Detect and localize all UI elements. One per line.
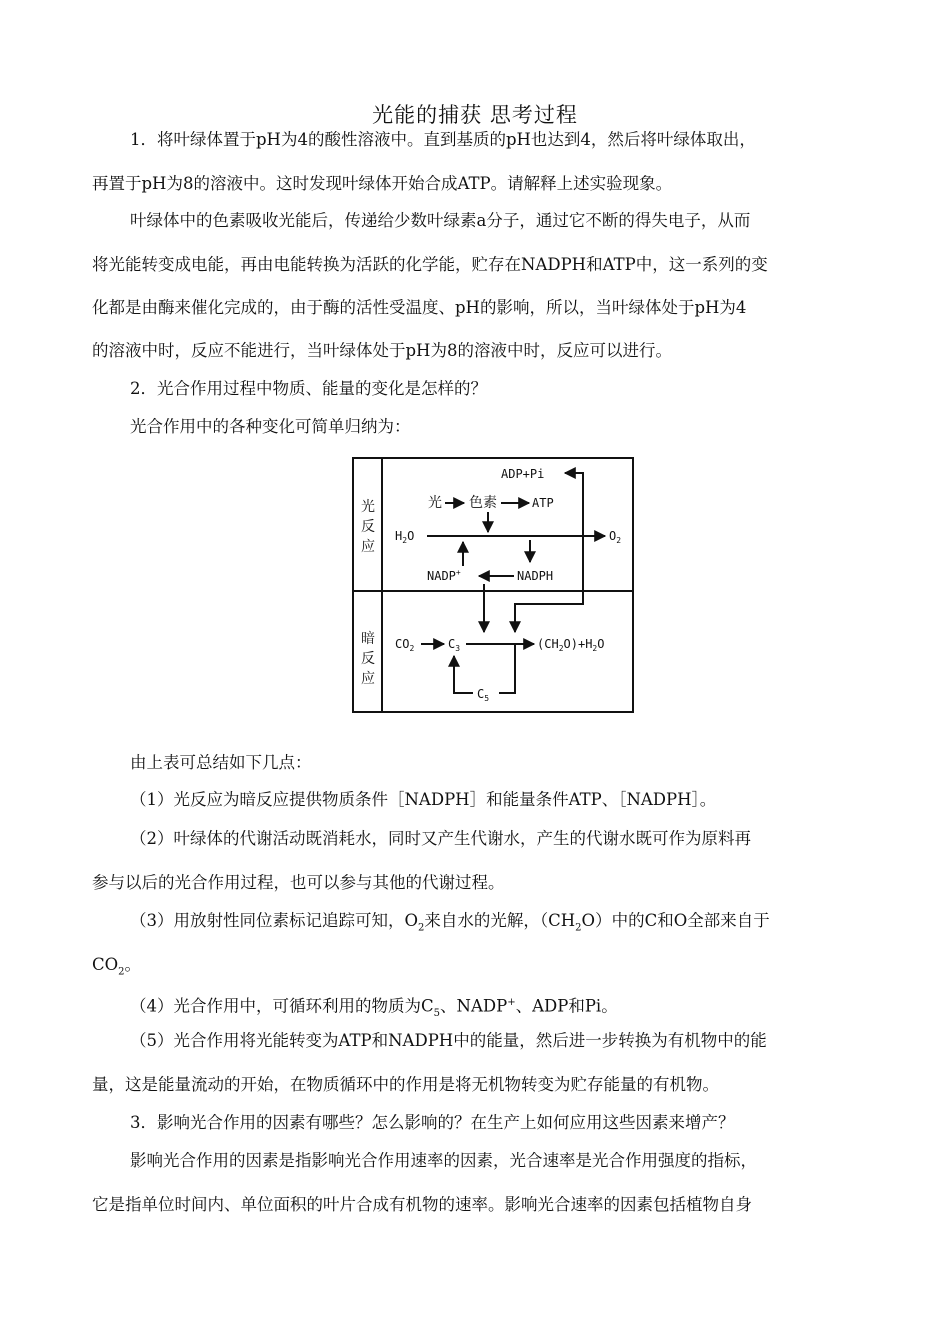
light-label: 光 [428,495,442,511]
answer-3-line-2: 它是指单位时间内、单位面积的叶片合成有机物的速率。影响光合速率的因素包括植物自身 [92,1195,752,1214]
light-reaction-label-1: 光 [361,499,375,515]
c3-label: $C_3$ [448,637,461,653]
dark-reaction-label-3: 应 [361,671,375,687]
c5-to-c3-arrow [454,656,473,693]
light-reaction-label-3: 应 [361,539,375,555]
point-5-line-2: 量，这是能量流动的开始，在物质循环中的作用是将无机物转变为贮存能量的有机物。 [92,1075,719,1094]
question-1-line-1: 1．将叶绿体置于pH为4的酸性溶液中。直到基质的pH也达到4，然后将叶绿体取出， [130,130,756,149]
answer-1-line-2: 将光能转变成电能，再由电能转换为活跃的化学能，贮存在NADPH和ATP中，这一系列的变 [92,255,768,274]
point-3-line-2: $CO_2$。 [92,955,142,978]
answer-1-line-1: 叶绿体中的色素吸收光能后，传递给少数叶绿素a分子，通过它不断的得失电子，从而 [130,211,751,230]
question-2: 2．光合作用过程中物质、能量的变化是怎样的？ [130,379,487,398]
nadph-label: NADPH [517,569,554,583]
question-1-line-2: 再置于pH为8的溶液中。这时发现叶绿体开始合成ATP。请解释上述实验现象。 [92,174,673,193]
light-reaction-label-2: 反 [361,519,375,535]
point-3-line-1: （3）用放射性同位素标记追踪可知，$O_2$来自水的光解，$(CH_2O)$中的C和O全部来自于 [130,911,770,934]
atp-label: ATP [532,496,554,510]
o2-label: $O_2$ [609,529,622,545]
point-2-line-1: （2）叶绿体的代谢活动既消耗水，同时又产生代谢水，产生的代谢水既可作为原料再 [130,829,751,848]
answer-1-line-3: 化都是由酶来催化完成的，由于酶的活性受温度、pH的影响，所以，当叶绿体处于pH为4 [92,298,747,317]
h2o-label: $H_2O$ [395,529,415,545]
photosynthesis-diagram-svg [351,456,635,714]
answer-2-intro: 光合作用中的各种变化可简单归纳为： [130,417,411,436]
dark-reaction-label-2: 反 [361,651,375,667]
page-title: 光能的捕获 思考过程 [372,103,578,127]
question-3: 3．影响光合作用的因素有哪些？怎么影响的？在生产上如何应用这些因素来增产？ [130,1113,735,1132]
point-1: （1）光反应为暗反应提供物质条件［NADPH］和能量条件ATP、［NADPH］。 [130,790,717,809]
atp-to-dark-arrow [515,591,583,632]
photosynthesis-diagram [351,456,635,714]
point-2-line-2: 参与以后的光合作用过程，也可以参与其他的代谢过程。 [92,873,505,892]
product-to-c5-line [499,644,515,693]
c5-label: $C_5$ [477,687,490,703]
product-label: $(CH_2O)+H_2O$ [537,637,605,653]
answer-1-line-4: 的溶液中时，反应不能进行，当叶绿体处于pH为8的溶液中时，反应可以进行。 [92,341,672,360]
co2-label: $CO_2$ [395,637,415,653]
point-4: （4）光合作用中，可循环利用的物质为$C_5$、NADP+、ADP和Pi。 [130,996,618,1019]
atp-to-adp-loop [565,473,583,591]
point-5-line-1: （5）光合作用将光能转变为ATP和NADPH中的能量，然后进一步转换为有机物中的能 [130,1031,767,1050]
dark-reaction-label-1: 暗 [361,631,375,647]
pigment-label: 色素 [469,495,497,511]
answer-3-line-1: 影响光合作用的因素是指影响光合作用速率的因素，光合速率是光合作用强度的指标， [130,1151,757,1170]
nadp-label: NADP+ [427,568,461,583]
summary-intro: 由上表可总结如下几点： [130,753,312,772]
adp-pi-label: ADP+Pi [501,467,545,481]
